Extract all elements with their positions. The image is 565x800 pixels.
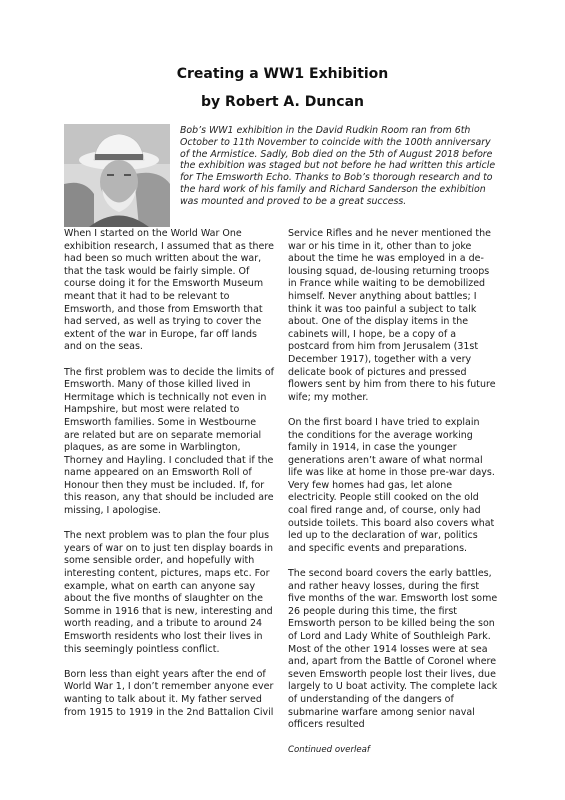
body-paragraph: When I started on the World War One exhibition research, I assumed that as there had been so much written about the war, that the task would be fairly simple. Of course doing it for the Emsworth Museum meant that it had to be relevant to Emsworth, and those from Emsworth that had served, as well as trying to cover the extent of the war in Europe, far off lands and on the seas.: [64, 228, 274, 353]
article-byline: by Robert A. Duncan: [201, 94, 364, 110]
article-title: Creating a WW1 Exhibition: [176, 66, 389, 82]
right-column: [288, 228, 498, 757]
body-paragraph: On the first board I have tried to explain the conditions for the average working family in 1914, in case the younger generations aren’t aware of what normal life was like at home in those pre-war days. Very few homes had gas, let alone electricity. People still cooked on the old coal fired range and, of course, only had outside toilets. This board also covers what led up to the declaration of war, politics and specific events and preparations.: [288, 416, 495, 554]
author-photo: [64, 124, 170, 227]
body-paragraph: The next problem was to plan the four plus years of war on to just ten display boards in some sensible order, and hopefully with interesting content, pictures, maps etc. For example, what on earth can anyone say about the five months of slaughter on the Somme in 1916 that is new, interesting and worth reading, and a tribute to around 24 Emsworth residents who lost their lives in this seemingly pointless conflict.: [64, 530, 274, 655]
continued-note: Continued overleaf: [288, 745, 370, 756]
body-paragraph: The first problem was to decide the limits of Emsworth. Many of those killed lived in Hermitage which is technically not even in Hampshire, but most were related to Emsworth families. Some in Westbourne are related but are on separate memorial plaques, as are some in Warblington, Thorney and Hayling. I concluded that if the name appeared on an Emsworth Roll of Honour then they must be included. If, for this reason, any that should be included are missing, I apologise.: [64, 366, 274, 517]
body-paragraph: Service Rifles and he never mentioned the war or his time in it, other than to joke about the time he was employed in a de-lousing squad, de-lousing returning troops in France while waiting to be demobilized himself. Never anything about battles; I think it was too painful a subject to talk about. One of the display items in the cabinets will, I hope, be a copy of a postcard from him from Jerusalem (31st December 1917), together with a very delicate book of pictures and pressed flowers sent by him from there to his future wife; my mother.: [288, 228, 496, 403]
intro-paragraph: Bob’s WW1 exhibition in the David Rudkin Room ran from 6th October to 11th November to coincide with the 100th anniversary of the Armistice. Sadly, Bob died on the 5th of August 2018 before the exhibition was staged but not before he had written this article for The Emsworth Echo. Thanks to Bob’s thorough research and to the hard work of his family and Richard Sanderson the exhibition was mounted and proved to be a great success.: [180, 125, 496, 207]
body-paragraph: Born less than eight years after the end of World War 1, I don’t remember anyone ever wanting to talk about it. My father served from 1915 to 1919 in the 2nd Battalion Civil: [64, 668, 274, 718]
body-paragraph: The second board covers the early battles, and rather heavy losses, during the first five months of the war. Emsworth lost some 26 people during this time, the first Emsworth person to be killed being the son of Lord and Lady White of Southleigh Park. Most of the other 1914 losses were at sea and, apart from the Battle of Coronel where seven Emsworth people lost their lives, due largely to U boat activity. The complete lack of understanding of the dangers of submarine warfare among senior naval officers resulted: [288, 568, 498, 731]
left-column: [64, 228, 274, 732]
